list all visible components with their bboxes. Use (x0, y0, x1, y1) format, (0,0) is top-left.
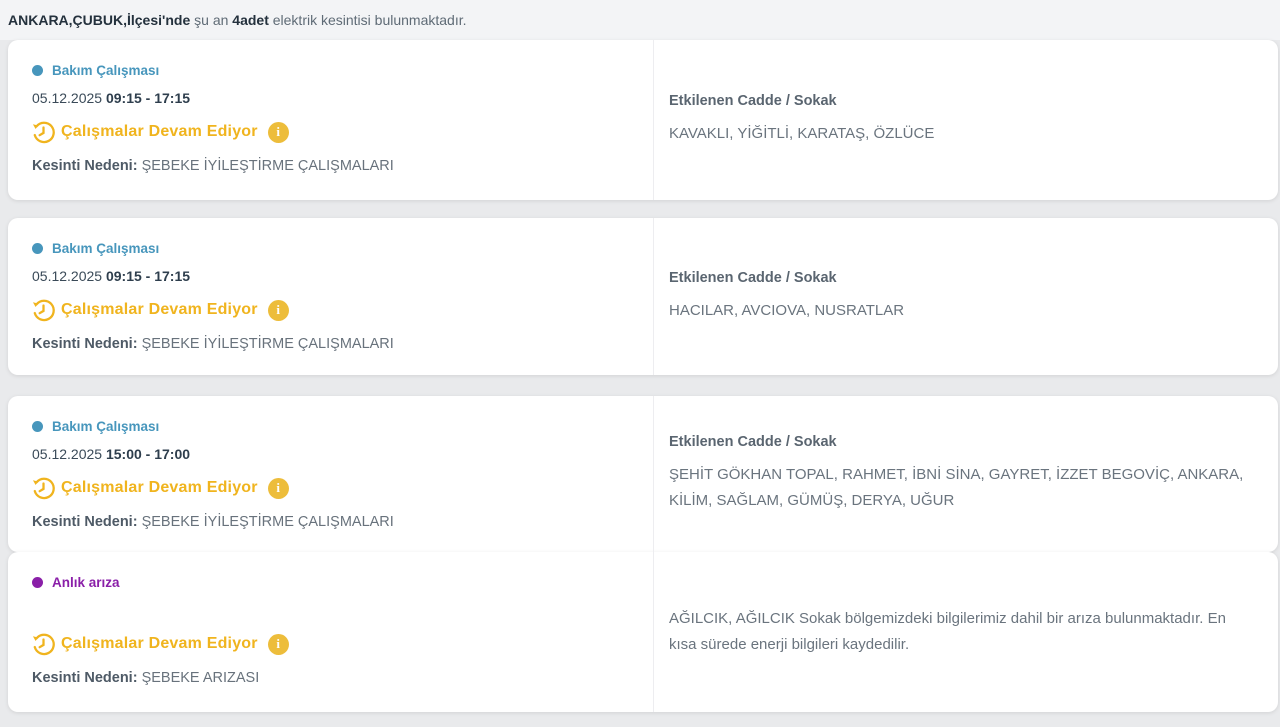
reason-label: Kesinti Nedeni: (32, 336, 142, 352)
affected-streets-label: Etkilenen Cadde / Sokak (669, 269, 837, 286)
outage-date-row (32, 264, 643, 288)
info-icon[interactable]: i (268, 634, 289, 655)
outage-date-row (32, 442, 643, 466)
outage-time-range: 09:15 - 17:15 (105, 90, 191, 106)
outage-card (8, 552, 1278, 712)
info-icon[interactable]: i (268, 122, 289, 143)
outage-date: 05.12.2025 (32, 446, 106, 462)
affected-streets-panel (653, 552, 1278, 712)
outage-card (8, 218, 1278, 375)
summary-location: ANKARA,ÇUBUK,İlçesi'nde (8, 12, 191, 28)
info-icon[interactable]: i (268, 300, 289, 321)
history-clock-icon (30, 119, 57, 146)
outage-time-range: 15:00 - 17:00 (105, 446, 191, 462)
outage-type-label: Bakım Çalışması (52, 418, 160, 434)
history-clock-icon (30, 475, 57, 502)
reason-label: Kesinti Nedeni: (32, 670, 142, 686)
reason-text: ŞEBEKE İYİLEŞTİRME ÇALIŞMALARI (141, 158, 394, 174)
outage-card (8, 396, 1278, 552)
history-clock-icon (30, 631, 57, 658)
outage-type-dot (32, 421, 43, 432)
status-text: Çalışmalar Devam Ediyor (61, 635, 258, 652)
status-text: Çalışmalar Devam Ediyor (61, 479, 258, 496)
summary-count: 4adet (232, 12, 269, 28)
reason-label: Kesinti Nedeni: (32, 514, 142, 530)
outage-summary-header (0, 0, 1280, 40)
summary-suffix: elektrik kesintisi bulunmaktadır. (268, 12, 467, 28)
outage-card-details (8, 396, 653, 552)
outage-type-label: Bakım Çalışması (52, 240, 160, 256)
outage-type-dot (32, 65, 43, 76)
outage-type-dot (32, 243, 43, 254)
affected-streets-panel (653, 40, 1278, 200)
status-text: Çalışmalar Devam Ediyor (61, 123, 258, 140)
outage-time-range: 09:15 - 17:15 (105, 268, 191, 284)
affected-streets-panel (653, 396, 1278, 552)
affected-streets-label: Etkilenen Cadde / Sokak (669, 93, 837, 109)
affected-streets-panel (653, 218, 1278, 375)
outage-card-details (8, 40, 653, 200)
outage-card-details (8, 552, 653, 712)
outage-type-label: Anlık arıza (52, 574, 120, 590)
reason-text: ŞEBEKE ARIZASI (141, 670, 260, 686)
outage-card (8, 40, 1278, 200)
affected-streets-text: AĞILCIK, AĞILCIK Sokak bölgemizdeki bilgilerimiz dahil bir arıza bulunmaktadır. En kısa sürede enerji bilgileri kaydedilir. (669, 610, 1226, 653)
reason-text: ŞEBEKE İYİLEŞTİRME ÇALIŞMALARI (141, 336, 394, 352)
reason-label: Kesinti Nedeni: (32, 158, 142, 174)
outage-card-details (8, 218, 653, 375)
outage-date: 05.12.2025 (32, 90, 106, 106)
outage-type-label: Bakım Çalışması (52, 62, 160, 78)
reason-text: ŞEBEKE İYİLEŞTİRME ÇALIŞMALARI (141, 514, 394, 530)
history-clock-icon (30, 297, 57, 324)
info-icon[interactable]: i (268, 478, 289, 499)
affected-streets-text: HACILAR, AVCIOVA, NUSRATLAR (669, 301, 905, 319)
outage-date-row (32, 86, 643, 110)
affected-streets-text: ŞEHİT GÖKHAN TOPAL, RAHMET, İBNİ SİNA, GAYRET, İZZET BEGOVİÇ, ANKARA, KİLİM, SAĞLAM, GÜMÜŞ, DERYA, UĞUR (669, 466, 1244, 509)
affected-streets-text: KAVAKLI, YİĞİTLİ, KARATAŞ, ÖZLÜCE (669, 125, 935, 142)
outage-date: 05.12.2025 (32, 268, 106, 284)
outage-date-row (32, 598, 643, 622)
affected-streets-label: Etkilenen Cadde / Sokak (669, 434, 837, 450)
outage-type-dot (32, 577, 43, 588)
summary-prefix: şu an (190, 12, 233, 28)
status-text: Çalışmalar Devam Ediyor (61, 301, 258, 318)
